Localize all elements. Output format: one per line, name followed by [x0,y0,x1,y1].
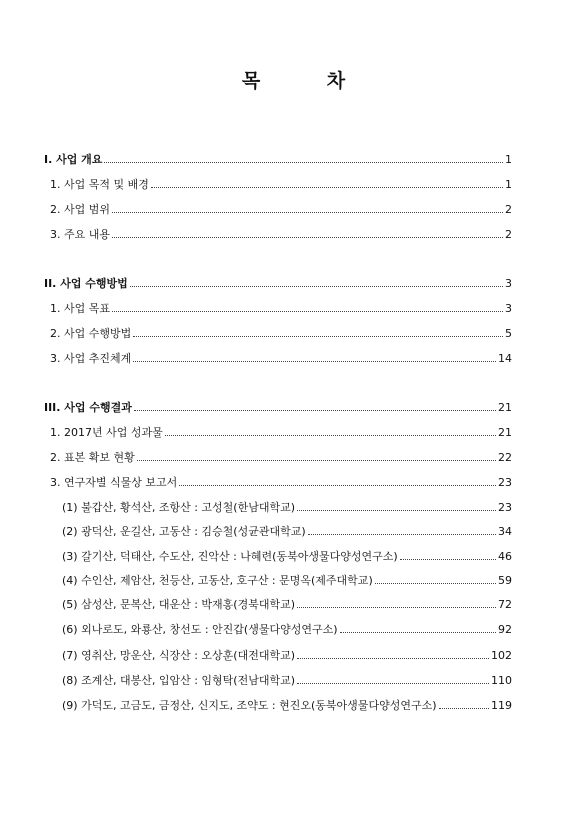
toc-entry-label: 3. 연구자별 식물상 보고서 [50,476,178,489]
toc-entry-label: 3. 사업 추진체계 [50,352,132,365]
toc-entry [50,327,512,341]
toc-page-number: 92 [498,623,512,636]
toc-section-heading [44,401,512,415]
toc-entry [50,228,512,242]
toc-page-number: 21 [498,401,512,414]
toc-entry-label: I. 사업 개요 [44,153,103,166]
toc-entry-label: 2. 사업 수행방법 [50,327,132,340]
toc-entry [50,203,512,217]
toc-entry [62,550,512,564]
toc-page-number: 46 [498,550,512,563]
toc-page-number: 2 [505,203,512,216]
dot-leader [400,559,496,560]
dot-leader [130,286,503,287]
toc-entry [62,623,512,637]
toc-entry-label: (2) 광덕산, 운길산, 고동산 : 김승철(성균관대학교) [62,525,306,538]
toc-page-number: 23 [498,476,512,489]
toc-entry-label: (8) 조계산, 대봉산, 입암산 : 임형탁(전남대학교) [62,674,295,687]
toc-page-number: 2 [505,228,512,241]
dot-leader [151,187,503,188]
toc-entry-label: (6) 외나로도, 와룡산, 창선도 : 안진갑(생물다양성연구소) [62,623,338,636]
toc-entry-label: (3) 갈기산, 덕태산, 수도산, 진악산 : 나혜련(동북아생물다양성연구소) [62,550,398,563]
toc-page-number: 3 [505,277,512,290]
dot-leader [112,311,503,312]
toc-entry-label: (5) 삼성산, 문복산, 대운산 : 박재홍(경북대학교) [62,598,295,611]
toc-entry [62,598,512,612]
dot-leader [165,435,496,436]
toc-entry-label: 2. 사업 범위 [50,203,110,216]
toc-entry [62,649,512,663]
toc-entry-label: (1) 불갑산, 황석산, 조항산 : 고성철(한남대학교) [62,501,295,514]
toc-page-number: 72 [498,598,512,611]
dot-leader [112,212,503,213]
dot-leader [133,336,503,337]
toc-section-heading [44,153,512,167]
toc-page-number: 1 [505,178,512,191]
dot-leader [439,708,490,709]
toc-page-number: 59 [498,574,512,587]
dot-leader [133,361,496,362]
toc-page-number: 23 [498,501,512,514]
toc-entry-label: III. 사업 수행결과 [44,401,132,414]
toc-page-number: 14 [498,352,512,365]
toc-entry-label: 1. 2017년 사업 성과물 [50,426,163,439]
toc-entry [50,426,512,440]
toc-page-number: 110 [491,674,512,687]
toc-entry-label: (9) 가덕도, 고금도, 금정산, 신지도, 조약도 : 현진오(동북아생물다양성연구소) [62,699,437,712]
toc-page-number: 3 [505,302,512,315]
toc-entry-label: 2. 표본 확보 현황 [50,451,135,464]
dot-leader [308,534,496,535]
toc-entry [50,178,512,192]
toc-entry [62,674,512,688]
toc-entry-label: (4) 수인산, 제암산, 천등산, 고동산, 호구산 : 문명옥(제주대학교) [62,574,373,587]
toc-entry [62,501,512,515]
toc-page-number: 34 [498,525,512,538]
toc-entry [62,699,512,713]
toc-entry [50,451,512,465]
toc-page-number: 22 [498,451,512,464]
dot-leader [340,632,497,633]
toc-page-number: 102 [491,649,512,662]
dot-leader [297,510,496,511]
toc-entry [50,352,512,366]
dot-leader [112,237,503,238]
toc-entry [50,302,512,316]
dot-leader [134,410,496,411]
toc-entry-label: (7) 영취산, 망운산, 식장산 : 오상훈(대전대학교) [62,649,295,662]
toc-entry-label: 3. 주요 내용 [50,228,110,241]
dot-leader [297,607,496,608]
toc-section-heading [44,277,512,291]
toc-page-number: 1 [505,153,512,166]
toc-page-number: 5 [505,327,512,340]
dot-leader [179,485,496,486]
toc-entry [50,476,512,490]
toc-entry-label: 1. 사업 목표 [50,302,110,315]
toc-page-number: 21 [498,426,512,439]
dot-leader [297,683,489,684]
toc-entry [62,525,512,539]
toc-entry-label: II. 사업 수행방법 [44,277,128,290]
toc-entry-label: 1. 사업 목적 및 배경 [50,178,149,191]
dot-leader [375,583,496,584]
toc-entry [62,574,512,588]
dot-leader [104,162,503,163]
dot-leader [137,460,496,461]
page-title: 목 차 [241,70,376,92]
dot-leader [297,658,489,659]
toc-page-number: 119 [491,699,512,712]
